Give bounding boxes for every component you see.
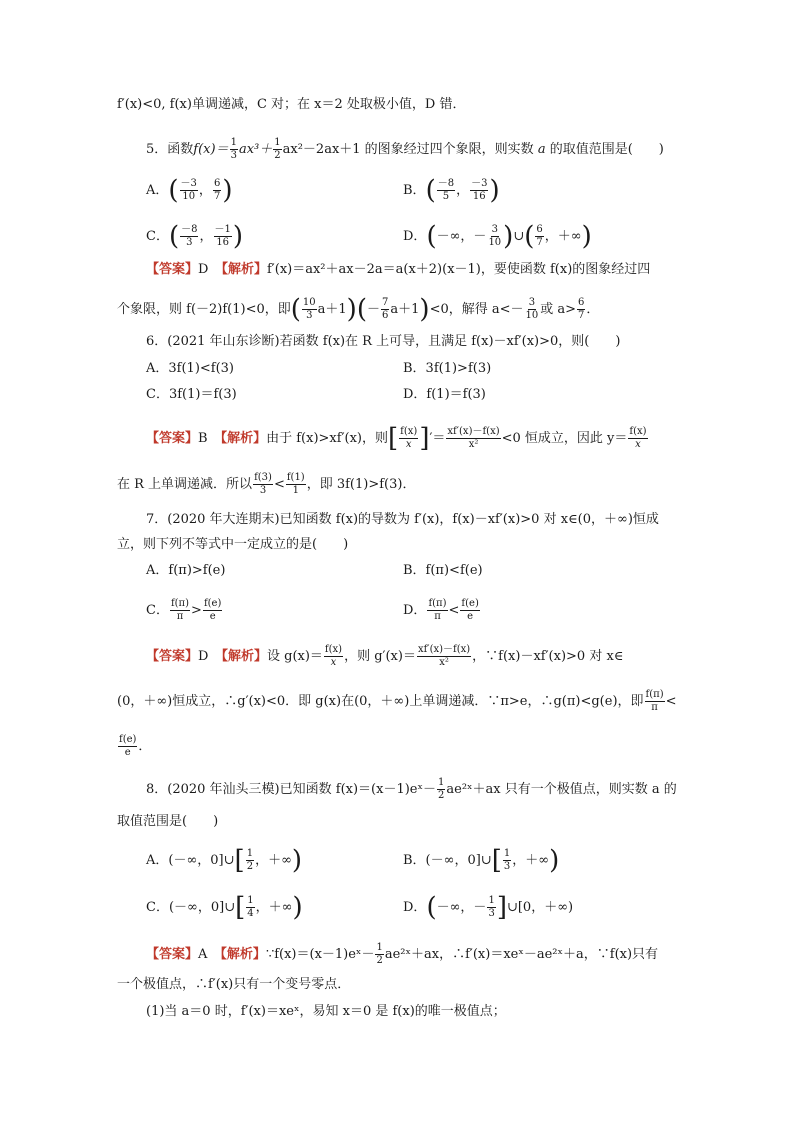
option-label: A．(－∞，0]∪: [146, 853, 235, 868]
answer-tag: 【答案】: [146, 947, 199, 962]
bracket: [: [235, 892, 246, 923]
numerator: xf′(x)－f(x): [417, 644, 471, 655]
math: ，＋∞: [255, 853, 292, 868]
analysis-text: ，∵f(x)－xf′(x)>0 对 x∈: [472, 649, 624, 664]
question-7-stem-cont: 立，则下列不等式中一定成立的是( ): [117, 537, 349, 552]
fraction: [470, 178, 488, 203]
numerator: f(1): [286, 472, 305, 483]
denominator: 7: [213, 191, 221, 202]
question-number: 5．函数: [146, 142, 194, 157]
analysis-tag: 【解析】: [221, 649, 267, 664]
paren: ): [489, 175, 500, 206]
fraction: [381, 297, 389, 322]
numerator: f(e): [461, 598, 479, 609]
answer-line: [146, 423, 649, 454]
option-b: B．f(π)<f(e): [403, 563, 483, 578]
denominator: x²: [439, 657, 449, 668]
fraction: [525, 297, 540, 322]
numerator: 3: [491, 224, 498, 235]
answer-tag: 【答案】: [146, 262, 199, 277]
numerator: xf′(x)－f(x): [447, 426, 500, 437]
fraction: [628, 426, 647, 451]
analysis-tag: 【解析】: [220, 947, 266, 962]
option-label: D．: [403, 900, 427, 915]
paren: (: [290, 294, 301, 325]
numerator: 10: [302, 297, 316, 308]
analysis-line: [117, 689, 677, 714]
fraction: [246, 895, 254, 920]
fraction: [324, 644, 343, 669]
numerator: －8: [181, 224, 198, 235]
denominator: 7: [578, 310, 585, 321]
analysis-line: [117, 472, 415, 497]
option-a: A．3f(1)<f(3): [146, 361, 235, 376]
option-label: C．(－∞，0]∪: [146, 900, 236, 915]
math: ∪[0，＋∞): [506, 900, 574, 915]
analysis-text: ．: [586, 302, 600, 317]
paren: ): [549, 845, 560, 876]
numerator: 1: [246, 848, 254, 859]
denominator: 6: [382, 310, 389, 321]
answer-value: A: [198, 947, 208, 962]
question-7-stem: 7．(2020 年大连期末)已知函数 f(x)的导数为 f′(x)，f(x)－xf′(x)>0 对 x∈(0，＋∞)恒成: [146, 512, 659, 527]
numerator: f(e): [119, 734, 137, 745]
numerator: 1: [376, 942, 383, 953]
paren: ): [292, 892, 303, 923]
stem-text: 8．(2020 年汕头三模)已知函数 f(x)＝(x－1)eˣ－: [146, 782, 436, 797]
analysis-text: 或 a>: [540, 302, 577, 317]
denominator: e: [209, 611, 216, 622]
answer-tag: 【答案】: [146, 431, 199, 446]
denominator: x: [405, 439, 412, 450]
math: －: [366, 302, 380, 317]
analysis-text: ，则 g′(x)＝: [344, 649, 416, 664]
math: ，＋∞: [512, 853, 550, 868]
numerator: f(x): [629, 426, 647, 437]
analysis-line: [117, 294, 600, 325]
denominator: 5: [442, 191, 450, 202]
paren: (: [356, 294, 367, 325]
option-c: C．( $\frac{-8}{3}$ ， $\frac{-1}{16}$ ): [146, 221, 244, 252]
paren: (: [426, 221, 437, 252]
fraction: [577, 297, 585, 322]
math: a＋1: [390, 302, 420, 317]
analysis-line: 一个极值点，∴f′(x)只有一个变号零点．: [117, 977, 351, 992]
analysis-text: 个象限，则 f(－2)f(1)<0，即: [117, 302, 291, 317]
fraction: [487, 895, 495, 920]
denominator: π: [176, 611, 184, 622]
denominator: 2: [438, 790, 445, 801]
numerator: 6: [578, 297, 585, 308]
formula: ax³＋: [238, 142, 273, 157]
paren: ): [419, 294, 430, 325]
answer-line: [146, 942, 658, 967]
denominator: 10: [182, 191, 196, 202]
fraction: [253, 472, 273, 497]
fraction: [180, 224, 198, 249]
bracket: ]: [496, 892, 507, 923]
denominator: 3: [306, 310, 313, 321]
fraction: [645, 689, 665, 714]
analysis-line: (1)当 a＝0 时，f′(x)＝xeˣ，易知 x＝0 是 f(x)的唯一极值点；: [146, 1004, 506, 1019]
math: ，＋∞: [255, 900, 293, 915]
denominator: e: [467, 611, 474, 622]
stem-text: ae²ˣ＋ax 只有一个极值点，则实数 a 的: [446, 782, 677, 797]
option-label: A．: [146, 183, 169, 198]
numerator: 6: [536, 224, 543, 235]
denominator: x: [635, 439, 641, 450]
option-d: [403, 598, 481, 623]
numerator: 7: [382, 297, 389, 308]
denominator: 16: [472, 191, 486, 202]
analysis-line: [117, 734, 151, 759]
numerator: －3: [180, 178, 197, 189]
paren: ): [222, 175, 233, 206]
paren: (: [426, 892, 437, 923]
fraction: [203, 598, 222, 623]
option-label: D．: [403, 229, 427, 244]
option-b: B．3f(1)>f(3): [403, 361, 492, 376]
numerator: 1: [438, 777, 445, 788]
numerator: f(x): [400, 426, 418, 437]
fraction: [214, 224, 232, 249]
question-5-stem: [146, 137, 664, 162]
fraction: [118, 734, 137, 759]
union-symbol: ∪: [513, 229, 525, 244]
math: －∞，－: [436, 900, 487, 915]
fraction: [170, 598, 190, 623]
analysis-tag: 【解析】: [220, 431, 267, 446]
math: －∞，－: [436, 229, 487, 244]
answer-value: D: [198, 262, 209, 277]
answer-line: [146, 644, 623, 669]
option-label: C．: [146, 229, 169, 244]
fraction: [246, 848, 254, 873]
numerator: f(3): [254, 472, 272, 483]
denominator: 7: [536, 237, 543, 248]
numerator: f(π): [170, 598, 190, 609]
numerator: －1: [214, 224, 231, 235]
fraction: [375, 942, 383, 967]
option-d: D．f(1)＝f(3): [403, 387, 486, 402]
paren: ): [346, 294, 357, 325]
analysis-text: f′(x)＝ax²＋ax－2a＝a(x＋2)(x－1)，要使函数 f(x)的图象经过四: [266, 262, 651, 277]
denominator: π: [434, 611, 441, 622]
bracket: [: [234, 845, 245, 876]
question-8-stem-cont: 取值范围是( ): [117, 814, 219, 829]
answer-tag: 【答案】: [146, 649, 199, 664]
option-d: [403, 221, 592, 252]
formula: ax²－2ax＋1 的图象经过四个象限，则实数: [282, 142, 534, 157]
fraction: [427, 598, 447, 623]
numerator: 1: [274, 137, 281, 148]
option-a: [146, 845, 303, 876]
analysis-text: <0 恒成立，因此 y＝: [501, 431, 628, 446]
denominator: 2: [246, 861, 254, 872]
math: <: [448, 603, 460, 618]
option-c: [146, 892, 303, 923]
bracket: ]: [419, 423, 430, 454]
fraction: [487, 224, 502, 249]
fraction: [460, 598, 479, 623]
analysis-text: 由于 f(x)>xf′(x)，则: [266, 431, 388, 446]
numerator: f(π): [428, 598, 447, 609]
fraction: [399, 426, 418, 451]
paren: (: [168, 175, 179, 206]
denominator: 16: [216, 237, 230, 248]
answer-line: [146, 262, 650, 278]
option-b: [403, 845, 560, 876]
paren: ): [232, 221, 244, 252]
denominator: 3: [488, 908, 495, 919]
denominator: 3: [259, 485, 267, 496]
option-label: B．(－∞，0]∪: [403, 853, 492, 868]
fraction: [446, 426, 500, 451]
analysis-text: ．: [138, 739, 152, 754]
numerator: －3: [471, 178, 488, 189]
formula: f(x)＝: [193, 142, 229, 157]
answer-value: D: [198, 649, 209, 664]
denominator: 2: [376, 955, 383, 966]
variable: a: [537, 142, 546, 157]
denominator: e: [124, 747, 131, 758]
fraction: [273, 137, 281, 162]
numerator: 1: [247, 895, 254, 906]
denominator: 2: [274, 150, 281, 161]
option-a: A．f(π)>f(e): [146, 563, 226, 578]
fraction: [417, 644, 471, 669]
denominator: x²: [468, 439, 479, 450]
numerator: 1: [488, 895, 495, 906]
bracket: [: [388, 423, 399, 454]
numerator: －8: [437, 178, 455, 189]
fraction: [286, 472, 306, 497]
question-8-stem: [146, 777, 677, 802]
math: <: [273, 477, 285, 492]
option-c: [146, 598, 223, 623]
fraction: [535, 224, 543, 249]
fraction: [213, 178, 221, 203]
fraction: [230, 137, 238, 162]
math: <: [665, 694, 677, 709]
denominator: 3: [230, 150, 237, 161]
numerator: 6: [213, 178, 221, 189]
option-label: B．: [403, 183, 426, 198]
answer-value: B: [198, 431, 208, 446]
option-label: C．: [146, 603, 169, 618]
analysis-text: ∵f(x)＝(x－1)eˣ－: [265, 947, 375, 962]
math: >: [191, 603, 202, 618]
text-line: f′(x)<0, f(x)单调递减，C 对；在 x＝2 处取极小值，D 错．: [117, 97, 466, 112]
denominator: 4: [247, 908, 254, 919]
denominator: 10: [525, 310, 539, 321]
option-c: C．3f(1)＝f(3): [146, 387, 237, 402]
fraction: [437, 178, 455, 203]
math: ，＋∞: [544, 229, 582, 244]
bracket: [: [491, 845, 502, 876]
analysis-text: 设 g(x)＝: [266, 649, 323, 664]
paren: ): [503, 221, 514, 252]
fraction: [302, 297, 317, 322]
stem-tail: 的取值范围是( ): [549, 142, 664, 157]
paren: ): [291, 845, 303, 876]
analysis-text: 在 R 上单调递减．所以: [117, 477, 253, 492]
denominator: 10: [488, 237, 502, 248]
analysis-text: ae²ˣ＋ax，∴f′(x)＝xeˣ－ae²ˣ＋a，∵f(x)只有: [384, 947, 659, 962]
fraction: [503, 848, 511, 873]
numerator: 3: [528, 297, 536, 308]
option-b: B．( $\frac{-8}{5}$ ， $\frac{-3}{16}$ ): [403, 175, 500, 206]
paren: (: [524, 221, 535, 252]
numerator: f(π): [645, 689, 664, 700]
numerator: 1: [503, 848, 511, 859]
numerator: 1: [230, 137, 237, 148]
analysis-text: <0，解得 a<－: [429, 302, 524, 317]
numerator: f(e): [203, 598, 222, 609]
option-d: [403, 892, 574, 923]
denominator: 1: [292, 485, 299, 496]
analysis-text: (0，＋∞)恒成立，∴g′(x)<0．即 g(x)在(0，＋∞)上单调递减．∵π>e，∴g(π)<g(e)，即: [117, 694, 644, 709]
paren: ): [581, 221, 592, 252]
option-a: A．( $\frac{-3}{10}$ ， $\frac{6}{7}$ ): [146, 175, 233, 206]
paren: (: [168, 221, 180, 252]
analysis-text: ，即 3f(1)>f(3)．: [306, 477, 416, 492]
question-6-stem: 6．(2021 年山东诊断)若函数 f(x)在 R 上可导，且满足 f(x)－xf′(x)>0，则( ): [146, 334, 621, 349]
paren: (: [425, 175, 436, 206]
denominator: x: [330, 657, 337, 668]
option-label: D．: [403, 603, 427, 618]
denominator: 3: [186, 237, 193, 248]
math: ′＝: [429, 431, 446, 446]
fraction: [437, 777, 445, 802]
math: a＋1: [317, 302, 347, 317]
numerator: f(x): [324, 644, 343, 655]
fraction: [180, 178, 198, 203]
denominator: π: [651, 702, 658, 713]
denominator: 3: [503, 861, 511, 872]
analysis-tag: 【解析】: [221, 262, 267, 277]
